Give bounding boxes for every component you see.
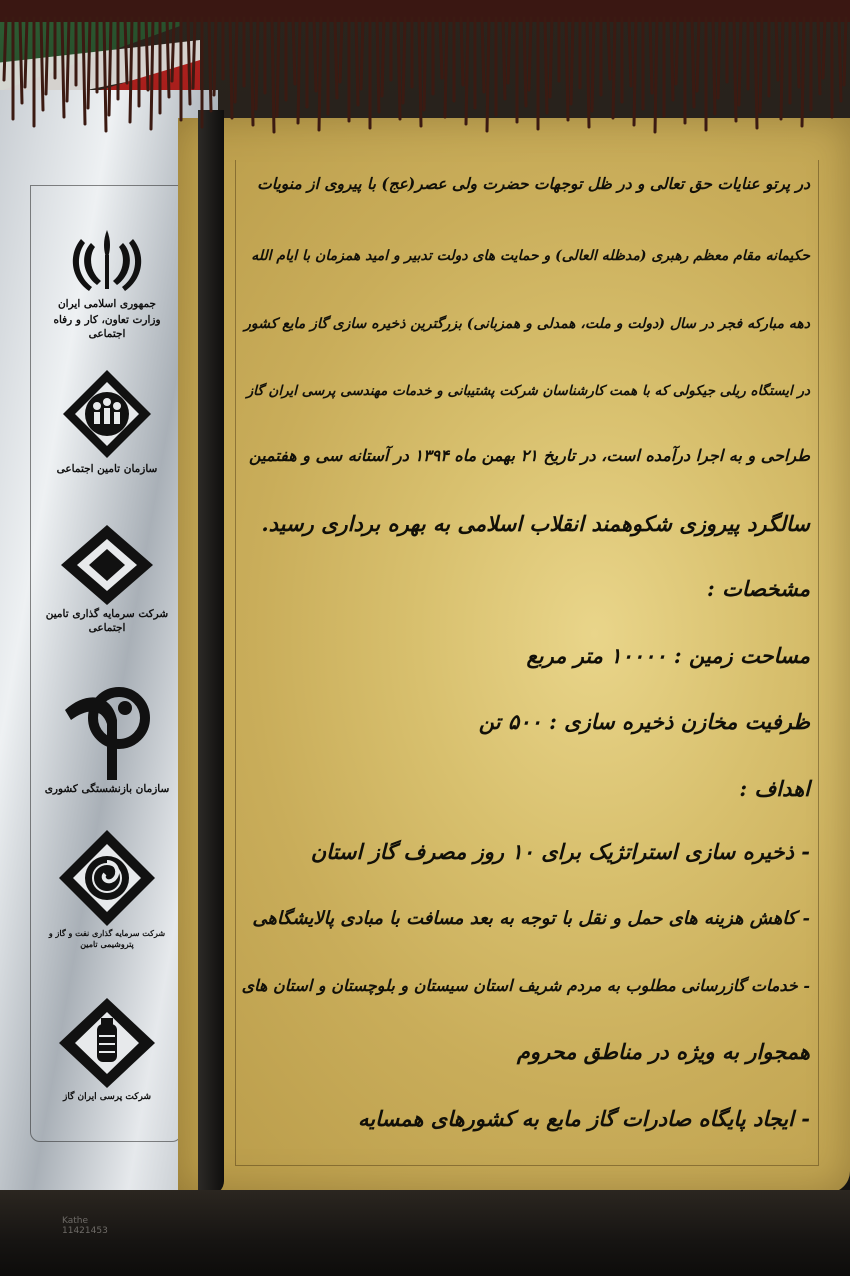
social-security-icon bbox=[61, 368, 153, 460]
plaque-line: در ایستگاه ریلی جیکولی که با همت کارشناسان شرکت پشتیبانی و خدمات مهندسی پرسی ایران گاز bbox=[246, 383, 810, 399]
fringe-strand bbox=[424, 18, 426, 110]
logo-caption: جمهوری اسلامی ایران bbox=[57, 298, 157, 310]
fringe-strand bbox=[844, 18, 846, 85]
plaque-line: حکیمانه مقام معظم رهبری (مدظله العالی) و حمایت های دولت تدبیر و امید همزمان با ایام الله bbox=[251, 248, 810, 264]
fringe-strand bbox=[104, 18, 106, 131]
plaque-line: در پرتو عنایات حق تعالی و در ظل توجهات حضرت ولی عصر(عج) با پیروی از منویات bbox=[257, 174, 810, 193]
fringe-strand bbox=[277, 18, 279, 116]
fringe-strand bbox=[340, 18, 342, 82]
fringe-strand bbox=[503, 18, 505, 99]
logo-social-security bbox=[38, 368, 176, 476]
fringe-strand bbox=[671, 18, 673, 100]
fringe-strand bbox=[25, 18, 27, 87]
fringe-strand bbox=[193, 18, 195, 88]
fringe-strand bbox=[718, 18, 720, 98]
oil-gas-investment-icon bbox=[59, 830, 155, 926]
curtain-fringe bbox=[0, 0, 850, 140]
plaque-line: دهه مبارکه فجر در سال (دولت و ملت، همدلی و همزبانی) بزرگترین ذخیره سازی گاز مایع کشور bbox=[244, 316, 810, 332]
fringe-strand bbox=[550, 18, 552, 97]
fringe-strand bbox=[781, 18, 783, 119]
persian-gas-icon bbox=[59, 998, 155, 1088]
goals-heading: اهداف : bbox=[739, 776, 810, 801]
fringe-strand bbox=[524, 18, 526, 106]
fringe-strand bbox=[4, 18, 6, 80]
fringe-strand bbox=[130, 18, 132, 122]
fringe-strand bbox=[566, 18, 568, 120]
logo-retirement-org bbox=[38, 680, 176, 796]
fringe-strand bbox=[529, 18, 531, 90]
fringe-strand bbox=[272, 18, 274, 132]
logo-persian-gas bbox=[38, 998, 176, 1104]
investment-company-icon bbox=[61, 525, 153, 605]
fringe-strand bbox=[298, 18, 300, 123]
iran-emblem-icon bbox=[67, 225, 147, 295]
watermark bbox=[62, 1216, 108, 1236]
fringe-strand bbox=[209, 18, 211, 111]
fringe-strand bbox=[734, 18, 736, 121]
fringe-strand bbox=[172, 18, 174, 81]
goal-item: - کاهش هزینه های حمل و نقل با توجه به بعد مسافت با مبادی پالایشگاهی bbox=[252, 908, 810, 929]
watermark-line: Kathe bbox=[62, 1216, 89, 1226]
logo-caption: وزارت تعاون، کار و رفاه اجتماعی bbox=[53, 314, 161, 340]
fringe-strand bbox=[46, 18, 48, 94]
fringe-strand bbox=[167, 18, 169, 97]
fringe-strand bbox=[109, 18, 111, 115]
fringe-strand bbox=[403, 18, 405, 103]
fringe-strand bbox=[235, 18, 237, 102]
logo-investment-company bbox=[38, 525, 176, 635]
fringe-strand bbox=[776, 18, 778, 80]
fringe-strand bbox=[83, 18, 85, 124]
fringe-strand bbox=[188, 18, 190, 104]
plaque-text bbox=[240, 170, 810, 1170]
goal-item: همجوار به ویژه در مناطق محروم bbox=[516, 1039, 810, 1064]
fringe-strand bbox=[461, 18, 463, 85]
fringe-strand bbox=[125, 18, 127, 83]
fringe-strand bbox=[230, 18, 232, 118]
fringe-strand bbox=[445, 18, 447, 117]
fringe-strand bbox=[88, 18, 90, 108]
fringe-strand bbox=[608, 18, 610, 79]
fringe-strand bbox=[692, 18, 694, 107]
fringe-strand bbox=[713, 18, 715, 114]
goal-item: - ذخیره سازی استراتژیک برای ۱۰ روز مصرف گاز استان bbox=[310, 839, 810, 864]
logo-caption: سازمان بازنشستگی کشوری bbox=[44, 783, 170, 795]
fringe-strand bbox=[398, 18, 400, 119]
fringe-strand bbox=[335, 18, 337, 98]
logo-iran-ministry bbox=[38, 225, 176, 341]
fringe-strand bbox=[634, 18, 636, 125]
fringe-strand bbox=[419, 18, 421, 126]
fringe-strand bbox=[508, 18, 510, 83]
fringe-strand bbox=[650, 18, 652, 93]
fringe-strand bbox=[440, 18, 442, 78]
fringe-strand bbox=[739, 18, 741, 105]
fringe-strand bbox=[755, 18, 757, 128]
fringe-strand bbox=[214, 18, 216, 95]
logo-caption: شرکت سرمایه گذاری تامین اجتماعی bbox=[45, 608, 169, 634]
fringe-strand bbox=[676, 18, 678, 84]
fringe-strand bbox=[629, 18, 631, 86]
fringe-strand bbox=[818, 18, 820, 94]
spec-capacity: ظرفیت مخازن ذخیره سازی : ۵۰۰ تن bbox=[478, 709, 810, 734]
frame-bottom bbox=[0, 1190, 850, 1276]
fringe-strand bbox=[802, 18, 804, 126]
fringe-strand bbox=[319, 18, 321, 130]
fringe-strand bbox=[293, 18, 295, 84]
logo-oil-gas-investment bbox=[38, 830, 176, 950]
plaque-line: طراحی و به اجرا درآمده است، در تاریخ ۲۱ بهمن ماه ۱۳۹۴ در آستانه سی و هفتمین bbox=[249, 446, 810, 465]
fringe-strand bbox=[20, 18, 22, 103]
fringe-strand bbox=[382, 18, 384, 96]
fringe-strand bbox=[697, 18, 699, 91]
fringe-strand bbox=[545, 18, 547, 113]
fringe-strand bbox=[361, 18, 363, 89]
fringe-strand bbox=[482, 18, 484, 92]
fringe-strand bbox=[823, 18, 825, 78]
fringe-strand bbox=[797, 18, 799, 87]
fringe-strand bbox=[151, 18, 153, 129]
logo-caption: سازمان تامین اجتماعی bbox=[56, 463, 158, 475]
goal-item: - ایجاد پایگاه صادرات گاز مایع به کشورهای همسایه bbox=[358, 1106, 810, 1131]
fringe-strand bbox=[41, 18, 43, 110]
fringe-strand bbox=[146, 18, 148, 90]
fringe-strand bbox=[256, 18, 258, 109]
retirement-org-icon bbox=[57, 680, 157, 780]
plaque-line: سالگرد پیروزی شکوهمند انقلاب اسلامی به بهره برداری رسید. bbox=[261, 511, 810, 536]
fringe-strand bbox=[67, 18, 69, 101]
logo-caption: شرکت پرسی ایران گاز bbox=[63, 1092, 151, 1102]
fringe-strand bbox=[251, 18, 253, 125]
specs-heading: مشخصات : bbox=[707, 576, 810, 601]
fringe-strand bbox=[592, 18, 594, 111]
logo-caption: شرکت سرمایه گذاری نفت و گاز و پتروشیمی تامین bbox=[48, 928, 166, 949]
fringe-strand bbox=[356, 18, 358, 105]
fringe-strand bbox=[62, 18, 64, 117]
fringe-strand bbox=[587, 18, 589, 127]
fringe-strand bbox=[487, 18, 489, 131]
fringe-strand bbox=[760, 18, 762, 112]
fringe-strand bbox=[655, 18, 657, 132]
fringe-strand bbox=[613, 18, 615, 118]
goal-item: - خدمات گازرسانی مطلوب به مردم شریف استان سیستان و بلوچستان و استان های bbox=[241, 976, 810, 995]
fringe-strand bbox=[571, 18, 573, 104]
fringe-strand bbox=[466, 18, 468, 124]
fringe-strand bbox=[314, 18, 316, 91]
spec-area: مساحت زمین : ۱۰۰۰۰ متر مربع bbox=[526, 643, 810, 668]
watermark-line: 11421453 bbox=[62, 1226, 108, 1236]
fringe-strand bbox=[377, 18, 379, 112]
fringe-strand bbox=[839, 18, 841, 101]
panel-edge bbox=[198, 110, 224, 1195]
